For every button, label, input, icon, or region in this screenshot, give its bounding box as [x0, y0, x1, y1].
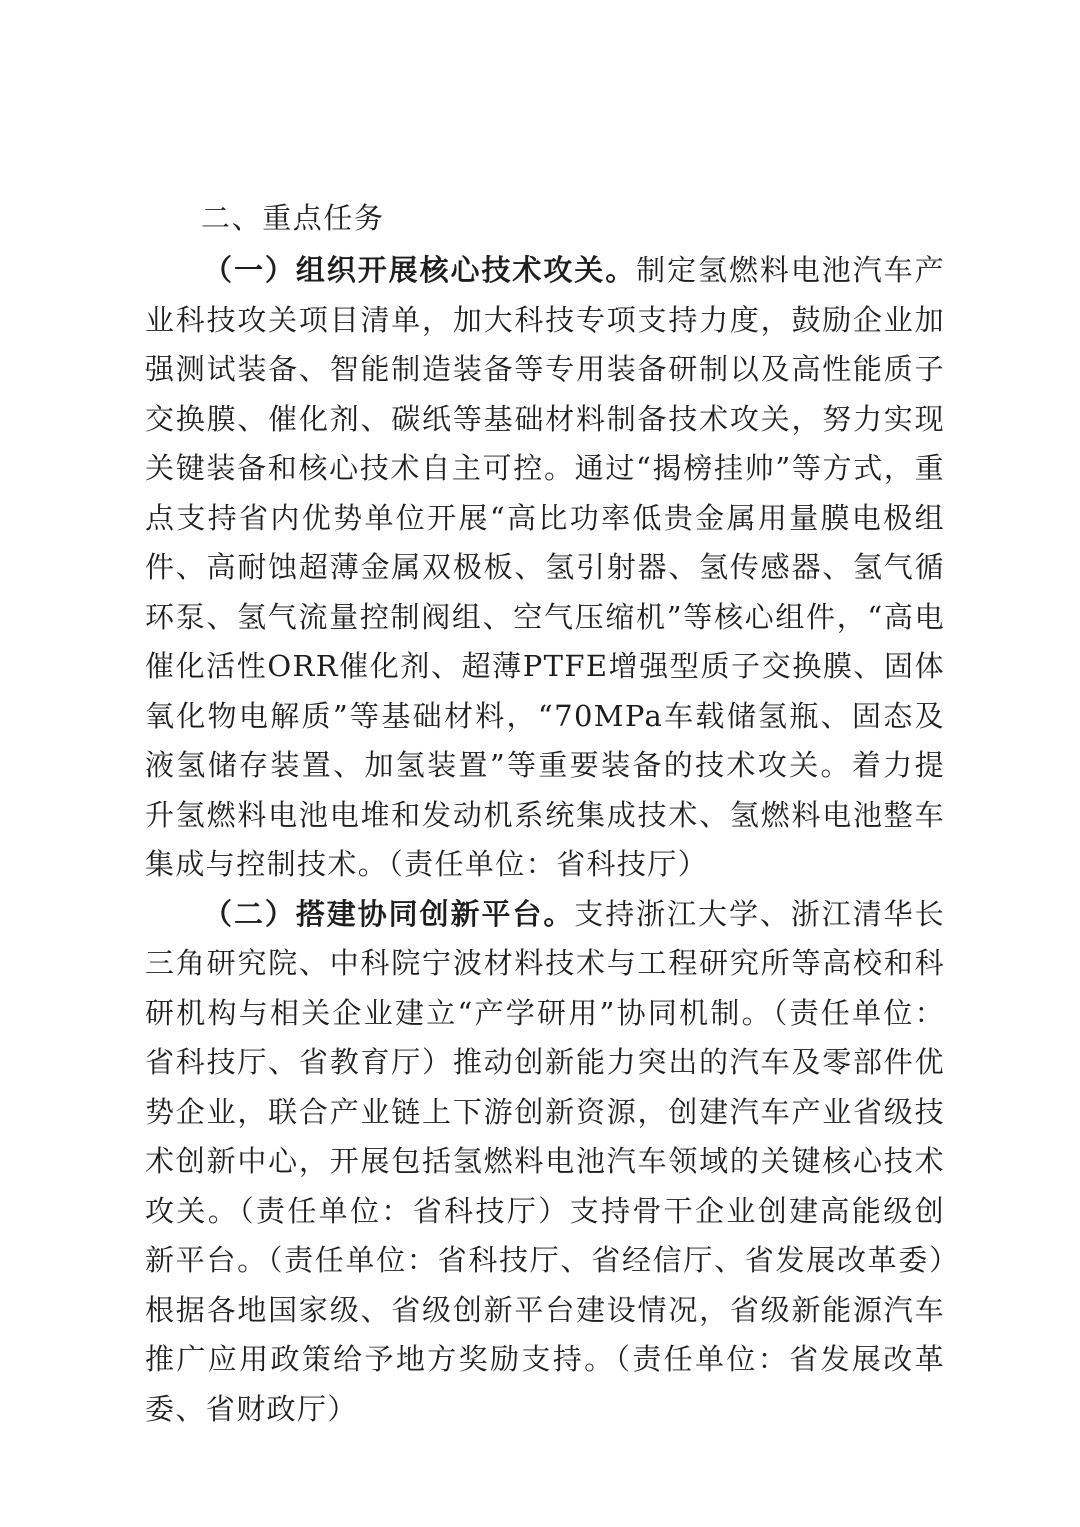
section-title: 二、重点任务	[201, 201, 385, 235]
document-page	[145, 190, 945, 1434]
paragraph-body: 制定氢燃料电池汽车产业科技攻关项目清单，加大科技专项支持力度，鼓励企业加强测试装备、智能制造装备等专用装备研制以及高性能质子交换膜、催化剂、碳纸等基础材料制备技术攻关，努力实现关键装备和核心技术自主可控。通过“揭榜挂帅”等方式，重点支持省内优势单位开展“高比功率低贵金属用量膜电极组件、高耐蚀超薄金属双极板、氢引射器、氢传感器、氢气循环泵、氢气流量控制阀组、空气压缩机”等核心组件，“高电催化活性ORR催化剂、超薄PTFE增强型质子交换膜、固体氧化物电解质”等基础材料，“70MPa车载储氢瓶、固态及液氢储存装置、加氢装置”等重要装备的技术攻关。着力提升氢燃料电池电堆和发动机系统集成技术、氢燃料电池整车集成与控制技术。（责任单位：省科技厅）	[145, 253, 945, 881]
paragraph-heading: （一）组织开展核心技术攻关。	[203, 253, 637, 287]
paragraph-body: 支持浙江大学、浙江清华长三角研究院、中科院宁波材料技术与工程研究所等高校和科研机构与相关企业建立“产学研用”协同机制。（责任单位：省科技厅、省教育厅）推动创新能力突出的汽车及零部件优势企业，联合产业链上下游创新资源，创建汽车产业省级技术创新中心，开展包括氢燃料电池汽车领域的关键核心技术攻关。（责任单位：省科技厅）支持骨干企业创建高能级创新平台。（责任单位：省科技厅、省经信厅、省发展改革委）根据各地国家级、省级创新平台建设情况，省级新能源汽车推广应用政策给予地方奖励支持。（责任单位：省发展改革委、省财政厅）	[145, 896, 945, 1426]
paragraph-heading: （二）搭建协同创新平台。	[203, 896, 575, 931]
paragraph-innovation-platform	[145, 890, 945, 1435]
paragraph-core-technology	[145, 246, 945, 890]
